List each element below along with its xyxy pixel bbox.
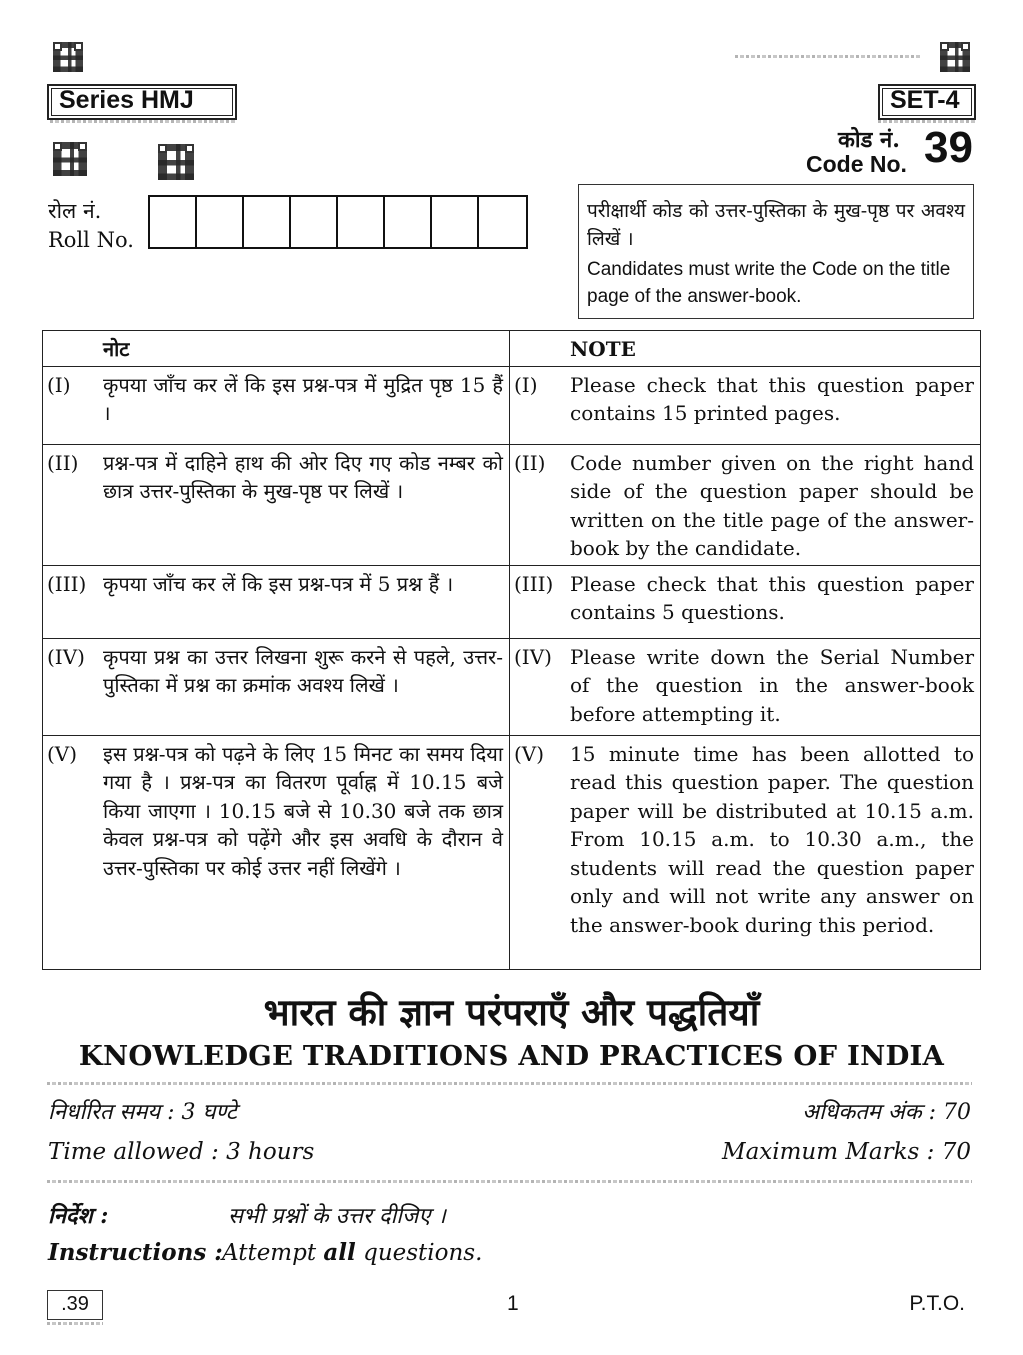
note-row bbox=[43, 638, 981, 735]
roll-label-hi: रोल नं. bbox=[48, 199, 102, 223]
roll-digit-box[interactable] bbox=[150, 197, 197, 247]
notes-heading-en: NOTE bbox=[570, 337, 636, 361]
pto-label: P.T.O. bbox=[909, 1292, 965, 1315]
note-number: (IV) bbox=[514, 644, 552, 669]
roll-digit-box[interactable] bbox=[479, 197, 526, 247]
max-marks-en: Maximum Marks : 70 bbox=[722, 1139, 971, 1165]
max-marks-hi: अधिकतम अंक : 70 bbox=[802, 1100, 971, 1125]
microtext-line bbox=[47, 1322, 103, 1325]
note-number: (IV) bbox=[47, 644, 85, 669]
instructions-label-hi: निर्देश : bbox=[48, 1203, 109, 1229]
instructions-label-en: Instructions : bbox=[48, 1239, 223, 1266]
set-label: SET-4 bbox=[878, 84, 976, 120]
note-number: (III) bbox=[47, 571, 87, 596]
note-text-en: Please write down the Serial Number of the question in the answer-book before attempting it. bbox=[570, 644, 974, 726]
note-number: (I) bbox=[514, 372, 538, 397]
note-text-hi: कृपया जाँच कर लें कि इस प्रश्न-पत्र में 5 प्रश्न हैं । bbox=[103, 571, 454, 596]
footer-code: .39 bbox=[47, 1290, 103, 1320]
note-text-hi: प्रश्न-पत्र में दाहिने हाथ की ओर दिए गए कोड नम्बर को छात्र उत्तर-पुस्तिका के मुख-पृष्ठ पर लिखें । bbox=[103, 450, 503, 503]
code-instruction-en: Candidates must write the Code on the title page of the answer-book. bbox=[587, 259, 951, 307]
notes-table bbox=[42, 330, 981, 970]
code-instruction-hi: परीक्षार्थी कोड को उत्तर-पुस्तिका के मुख-पृष्ठ पर अवश्य लिखें । bbox=[587, 200, 965, 250]
note-row bbox=[43, 735, 981, 969]
microtext-line bbox=[47, 1180, 972, 1183]
note-row bbox=[43, 366, 981, 444]
instructions-text-en bbox=[222, 1239, 482, 1266]
instructions-text-pre: Attempt bbox=[222, 1240, 324, 1266]
roll-digit-box[interactable] bbox=[432, 197, 479, 247]
subject-title-hi: भारत की ज्ञान परंपराएँ और पद्धतियाँ bbox=[263, 990, 760, 1034]
note-number: (II) bbox=[47, 450, 79, 475]
roll-digit-box[interactable] bbox=[244, 197, 291, 247]
roll-digit-box[interactable] bbox=[291, 197, 338, 247]
roll-digit-box[interactable] bbox=[338, 197, 385, 247]
notes-heading-hi: नोट bbox=[103, 337, 130, 361]
time-allowed-en: Time allowed : 3 hours bbox=[48, 1139, 315, 1165]
microtext-line bbox=[50, 120, 235, 123]
note-text-hi: कृपया जाँच कर लें कि इस प्रश्न-पत्र में मुद्रित पृष्ठ 15 हैं । bbox=[103, 372, 503, 425]
page-number: 1 bbox=[507, 1292, 519, 1315]
note-text-en: Code number given on the right hand side of the question paper should be written on the title page of the answer-book by the candidate. bbox=[570, 450, 974, 560]
qr-code-icon bbox=[53, 142, 87, 176]
note-number: (V) bbox=[514, 741, 545, 766]
qr-code-icon bbox=[158, 144, 194, 180]
instructions-text-post: questions. bbox=[355, 1240, 483, 1266]
roll-label-en: Roll No. bbox=[48, 228, 134, 252]
note-row bbox=[43, 565, 981, 638]
instructions-text-hi: सभी प्रश्नों के उत्तर दीजिए । bbox=[228, 1204, 446, 1229]
qr-code-icon bbox=[53, 42, 83, 72]
qr-code-icon bbox=[940, 42, 970, 72]
note-text-en: 15 minute time has been allotted to read this question paper. The question paper will be distributed at 10.15 a.m. From 10.15 a.m. to 10.30 a.m., the students will read the question paper only and will not write any answer on the answer-book during this period. bbox=[570, 741, 974, 937]
notes-heading-row bbox=[43, 331, 981, 367]
note-text-hi: कृपया प्रश्न का उत्तर लिखना शुरू करने से पहले, उत्तर-पुस्तिका में प्रश्न का क्रमांक अवश्य लिखें । bbox=[103, 644, 503, 697]
subject-title-en: KNOWLEDGE TRADITIONS AND PRACTICES OF INDIA bbox=[78, 1040, 945, 1072]
time-allowed-hi: निर्धारित समय : 3 घण्टे bbox=[48, 1100, 237, 1125]
roll-digit-box[interactable] bbox=[197, 197, 244, 247]
note-number: (I) bbox=[47, 372, 71, 397]
note-number: (V) bbox=[47, 741, 78, 766]
code-label-hi: कोड नं. bbox=[838, 127, 900, 153]
roll-number-boxes[interactable] bbox=[148, 195, 528, 249]
code-label-en: Code No. bbox=[806, 151, 907, 177]
microtext-line bbox=[47, 1082, 972, 1085]
note-text-en: Please check that this question paper contains 5 questions. bbox=[570, 571, 974, 624]
series-label: Series HMJ bbox=[47, 84, 237, 120]
note-number: (III) bbox=[514, 571, 554, 596]
code-instruction-box bbox=[578, 184, 974, 319]
note-text-hi: इस प्रश्न-पत्र को पढ़ने के लिए 15 मिनट का समय दिया गया है । प्रश्न-पत्र का वितरण पूर्वाह्न में 10.15 बजे किया जाएगा । 10.15 बजे से 10.30 बजे तक छात्र केवल प्रश्न-पत्र को पढ़ेंगे और इस अवधि के दौरान वे उत्तर-पुस्तिका पर कोई उत्तर नहीं लिखेंगे । bbox=[103, 741, 503, 880]
instructions-text-bold: all bbox=[323, 1239, 356, 1266]
note-text-en: Please check that this question paper contains 15 printed pages. bbox=[570, 372, 974, 425]
microtext-line bbox=[735, 55, 920, 58]
roll-digit-box[interactable] bbox=[385, 197, 432, 247]
note-row bbox=[43, 444, 981, 565]
code-number: 39 bbox=[924, 123, 973, 172]
note-number: (II) bbox=[514, 450, 546, 475]
